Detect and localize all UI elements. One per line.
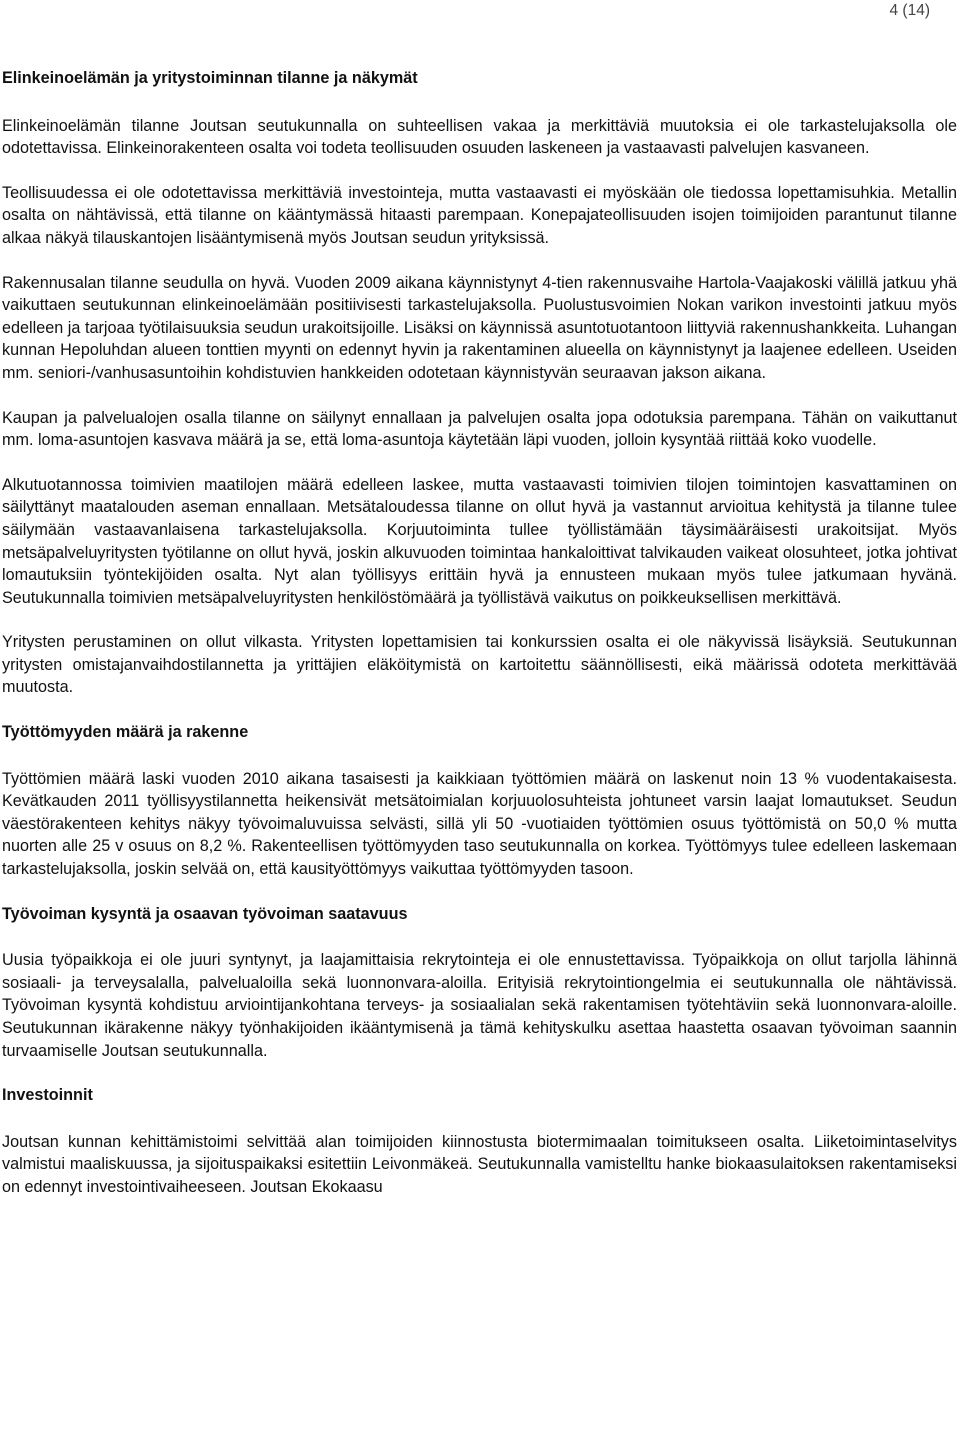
paragraph: Uusia työpaikkoja ei ole juuri syntynyt, ja laajamittaisia rekrytointeja ei ole ennustettavissa. Työpaikkoja on ollut tarjolla lähinnä sosiaali- ja terveysalalla, palvelualoilla sekä luonnonvara-aloilla. Erityisiä rekrytointiongelmia ei seutukunnalla ole nähtävissä. Työvoiman kysyntä kohdistuu arviointijankohtana terveys- ja sosiaalialan sekä rakentamisen työtehtäviin sekä luonnonvara-aloille. Seutukunnan ikärakenne näkyy työnhakijoiden ikääntymisenä ja tämä kehityskulku asettaa haastetta osaavan työvoiman saannin turvaamiselle Joutsan seutukunnalla.: [2, 951, 957, 1060]
paragraph: Teollisuudessa ei ole odotettavissa merkittäviä investointeja, mutta vastaavasti ei myöskään ole tiedossa lopettamisuhkia. Metallin osalta on nähtävissä, että tilanne on kääntymässä hitaasti parempaan. Konepajateollisuuden isojen toimijoiden parantunut tilanne alkaa näkyä tilauskantojen lisääntymisenä myös Joutsan seudun yrityksissä.: [2, 183, 957, 247]
paragraph: Rakennusalan tilanne seudulla on hyvä. Vuoden 2009 aikana käynnistynyt 4-tien rakennusvaihe Hartola-Vaajakoski välillä jatkuu yhä vaikuttaen seutukunnan elinkeinoelämään positiivisesti tarkastelujaksolla. Puolustusvoimien Nokan varikon investointi jatkuu myös edelleen ja tarjoaa työtilaisuuksia seudun urakoitsijoille. Lisäksi on käynnissä asuntotuotantoon liittyviä rakennushankkeita. Luhangan kunnan Hepoluhdan alueen tonttien myynti on edennyt hyvin ja rakentaminen alueella on käynnistynyt ja laajenee edelleen. Useiden mm. seniori-/vanhusasuntoihin kohdistuvien hankkeiden odotetaan käynnistyvän seuraavan jakson aikana.: [2, 273, 957, 382]
section-heading-unemployment: Työttömyyden määrä ja rakenne: [2, 723, 249, 742]
page-number: 4 (14): [889, 2, 930, 19]
section-heading-labour-demand: Työvoiman kysyntä ja osaavan työvoiman saatavuus: [2, 904, 408, 923]
paragraph: Joutsan kunnan kehittämistoimi selvittää alan toimijoiden kiinnostusta biotermimaalan toimitukseen osalta. Liiketoimintaselvitys valmistui maaliskuussa, ja sijoituspaikaksi esitettiin Leivonmäkeä. Seutukunnalla vamistelltu hanke biokaasulaitoksen rakentamiseksi on edennyt investointivaiheeseen. Joutsan Ekokaasu: [2, 1132, 957, 1196]
section-heading-business-outlook: Elinkeinoelämän ja yritystoiminnan tilanne ja näkymät: [2, 69, 418, 87]
paragraph: Alkutuotannossa toimivien maatilojen määrä edelleen laskee, mutta vastaavasti toimivien tilojen toimintojen kasvattaminen on säilyttänyt maatalouden aseman ennallaan. Metsätaloudessa tilanne on ollut hyvä ja vastannut arvioitua kehitystä ja tilanne tulee säilymään vastaavanlaisena tarkastelujaksolla. Korjuutoiminta tullee työllistämään täysimääräisesti urakoitsijat. Myös metsäpalveluyritysten työtilanne on ollut hyvä, joskin alkuvuoden toimintaa hankaloittivat talvikauden vaikeat olosuhteet, jotka johtivat lomautuksiin työntekijöiden osalta. Nyt alan työllisyys erittäin hyvä ja ennusteen mukaan myös tulee jatkumaan hyvänä. Seutukunnalla toimivien metsäpalveluyritysten henkilöstömäärä ja työllistävä vaikutus on poikkeuksellisen merkittävä.: [2, 475, 957, 607]
paragraph: Yritysten perustaminen on ollut vilkasta. Yritysten lopettamisien tai konkurssien osalta ei ole näkyvissä lisäyksiä. Seutukunnan yritysten omistajanvaihdostilannetta ja yrittäjien eläköitymistä on kartoitettu säännöllisesti, eikä määrissä odoteta merkittävää muutosta.: [2, 633, 957, 697]
paragraph: Elinkeinoelämän tilanne Joutsan seutukunnalla on suhteellisen vakaa ja merkittäviä muutoksia ei ole tarkastelujaksolla ole odotettavissa. Elinkeinorakenteen osalta voi todeta teollisuuden osuuden laskeneen ja vastaavasti palvelujen kasvaneen.: [2, 116, 957, 158]
paragraph: Työttömien määrä laski vuoden 2010 aikana tasaisesti ja kaikkiaan työttömien määrä on laskenut noin 13 % vuodentakaisesta. Kevätkauden 2011 työllisyystilannetta heikensivät metsätoimialan korjuuolosuhteista johtuneet varsin laajat lomautukset. Seudun väestörakenteen kehitys näkyy työvoimaluvuissa selvästi, sillä yli 50 -vuotiaiden työttömien osuus työttömistä on 50,0 % mutta nuorten alle 25 v osuus on 8,2 %. Rakenteellisen työttömyyden taso seutukunnalla on korkea. Työttömyys tulee edelleen laskemaan tarkastelujaksolla, joskin selvää on, että kausityöttömyys vaikuttaa työttömyyden tasoon.: [2, 769, 957, 879]
document-body: [2, 67, 957, 1199]
paragraph: Kaupan ja palvelualojen osalla tilanne on säilynyt ennallaan ja palvelujen osalta jopa odotuksia parempana. Tähän on vaikuttanut mm. loma-asuntojen kasvava määrä ja se, että loma-asuntoja käytetään läpi vuoden, jolloin kysyntää riittää koko vuodelle.: [2, 408, 957, 450]
section-heading-investments: Investoinnit: [2, 1086, 93, 1105]
